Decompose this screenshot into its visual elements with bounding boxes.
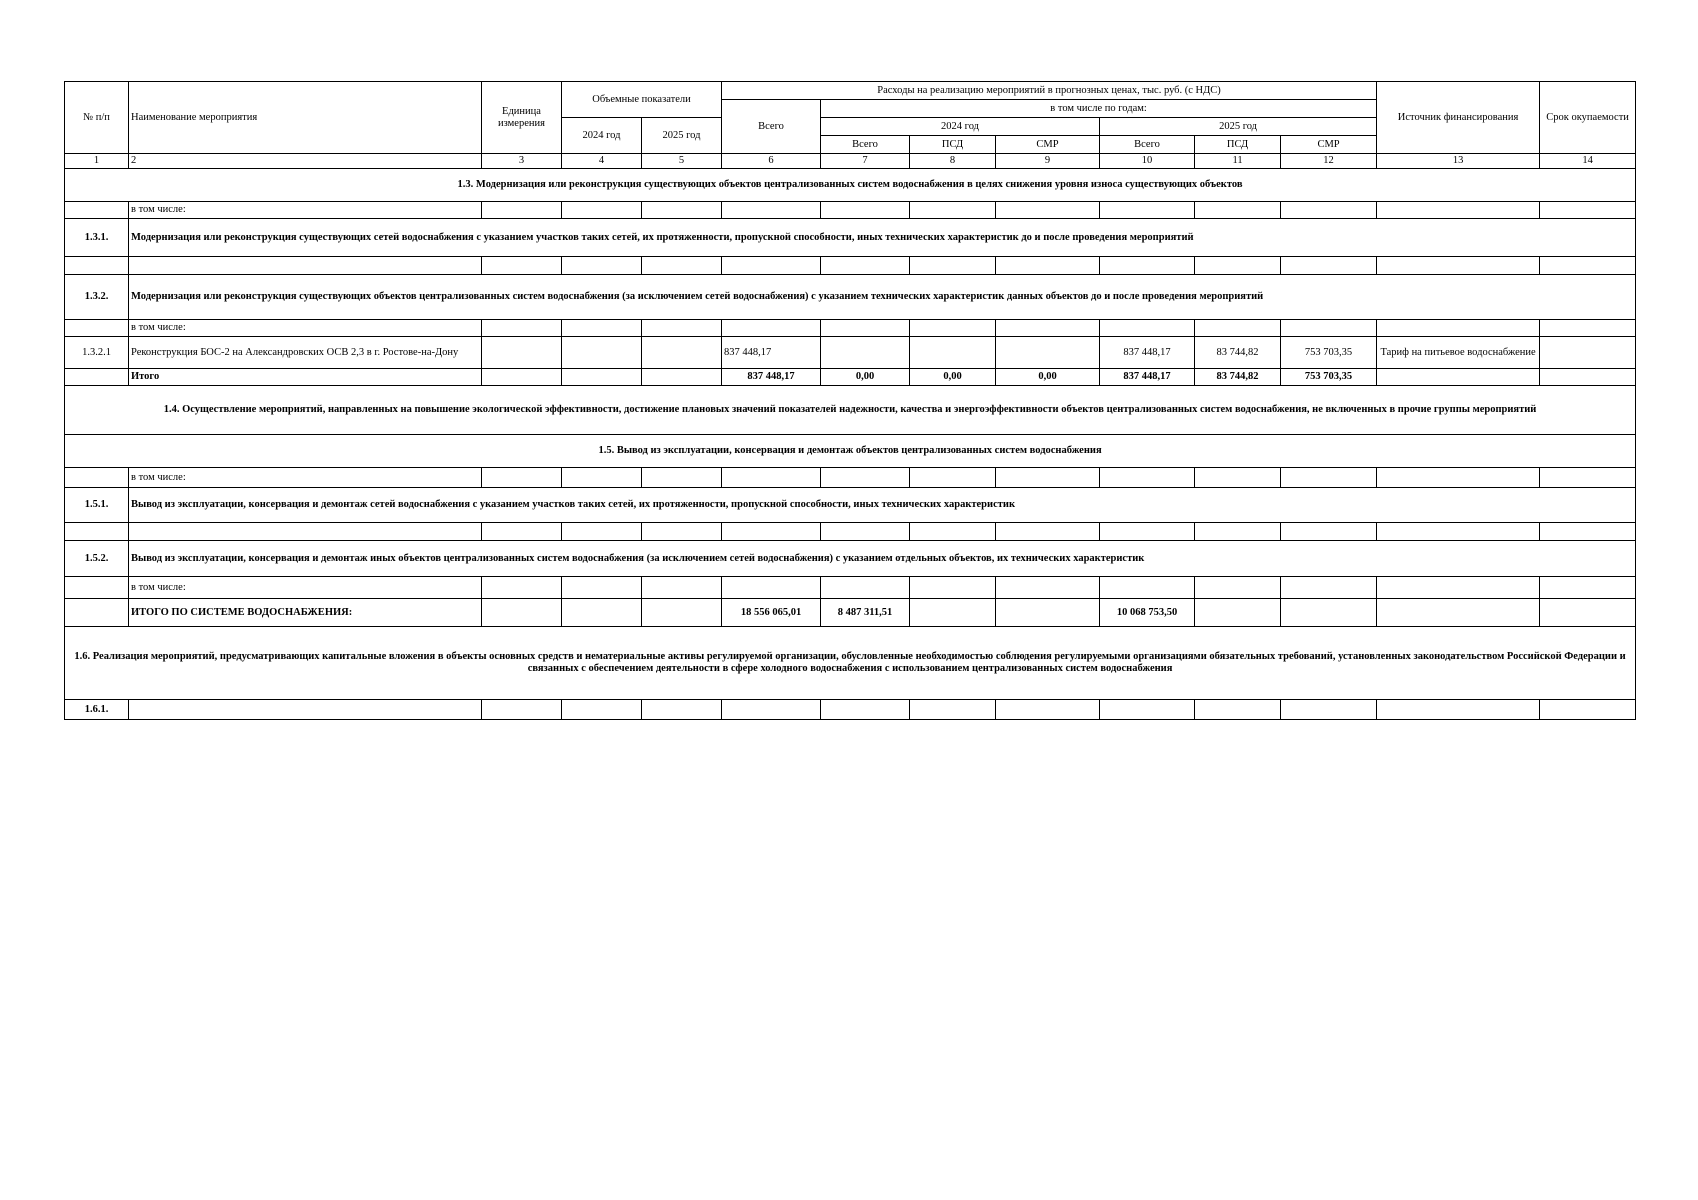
header-2025-psd: ПСД [1195,136,1281,154]
section-title: 1.4. Осуществление мероприятий, направленных на повышение экологической эффективности, достижение плановых значений показателей надежности, качества и энергоэффективности объектов централизованных систем водоснабжения, не включенных в прочие группы мероприятий [65,386,1636,435]
cost-2025-smr: 753 703,35 [1281,337,1377,369]
subsection-title: Вывод из эксплуатации, консервация и демонтаж иных объектов централизованных систем водоснабжения (за исключением сетей водоснабжения) с указанием отдельных объектов, их технических характеристик [129,541,1636,577]
header-2025-smr: СМР [1281,136,1377,154]
including-label: в том числе: [129,320,482,337]
header-2024-smr: СМР [996,136,1100,154]
cost-2024-psd: 0,00 [910,369,996,386]
subsection-title: Модернизация или реконструкция существующих сетей водоснабжения с указанием участков таких сетей, их протяженности, пропускной способности, иных технических характеристик до и после проведения мероприятий [129,219,1636,257]
col-num: 4 [562,154,642,169]
grand-total-cost: 18 556 065,01 [722,599,821,627]
col-num: 3 [482,154,562,169]
header-2025-all: Всего [1100,136,1195,154]
col-num: 6 [722,154,821,169]
header-vol-2025: 2025 год [642,118,722,154]
header-payback: Срок окупаемости [1540,82,1636,154]
total-label: Итого [129,369,482,386]
cost-2025-total: 837 448,17 [1100,369,1195,386]
col-num: 10 [1100,154,1195,169]
investment-program-table [64,81,1636,720]
cost-2024-total: 0,00 [821,369,910,386]
col-num: 13 [1377,154,1540,169]
cost-total: 837 448,17 [722,337,821,369]
col-num: 5 [642,154,722,169]
header-unit: Единица измерения [482,82,562,154]
header-no: № п/п [65,82,129,154]
header-year-2025: 2025 год [1100,118,1377,136]
row-number: 1.3.2. [65,275,129,320]
including-label: в том числе: [129,468,482,488]
cost-2025-smr: 753 703,35 [1281,369,1377,386]
col-num: 14 [1540,154,1636,169]
section-title: 1.6. Реализация мероприятий, предусматривающих капитальные вложения в объекты основных средств и нематериальные активы регулируемой организации, обусловленные необходимостью соблюдения регулируемыми организациями обязательных требований, установленных законодательством Российской Федерации и связанных с обеспечением деятельности в сфере холодного водоснабжения с использованием централизованных систем водоснабжения [65,627,1636,700]
subsection-title: Вывод из эксплуатации, консервация и демонтаж сетей водоснабжения с указанием участков таких сетей, их протяженности, пропускной способности, иных технических характеристик [129,488,1636,523]
cost-total: 837 448,17 [722,369,821,386]
section-title: 1.3. Модернизация или реконструкция существующих объектов централизованных систем водоснабжения в целях снижения уровня износа существующих объектов [65,169,1636,202]
header-name: Наименование мероприятия [129,82,482,154]
col-num: 12 [1281,154,1377,169]
header-source: Источник финансирования [1377,82,1540,154]
including-label: в том числе: [129,577,482,599]
funding-source: Тариф на питьевое водоснабжение [1377,337,1540,369]
subsection-title: Модернизация или реконструкция существующих объектов централизованных систем водоснабжения (за исключением сетей водоснабжения) с указанием технических характеристик данных объектов до и после проведения мероприятий [129,275,1636,320]
header-2024-all: Всего [821,136,910,154]
total-row [65,369,1636,386]
cost-2024-smr: 0,00 [996,369,1100,386]
col-num: 1 [65,154,129,169]
row-number: 1.5.2. [65,541,129,577]
col-num: 2 [129,154,482,169]
grand-total-2024: 8 487 311,51 [821,599,910,627]
header-costs: Расходы на реализацию мероприятий в прогнозных ценах, тыс. руб. (с НДС) [722,82,1377,100]
header-volume: Объемные показатели [562,82,722,118]
project-name: Реконструкция БОС-2 на Александровских ОСВ 2,3 в г. Ростове-на-Дону [129,337,482,369]
row-number: 1.3.2.1 [65,337,129,369]
header-by-years: в том числе по годам: [821,100,1377,118]
grand-total-label: ИТОГО ПО СИСТЕМЕ ВОДОСНАБЖЕНИЯ: [129,599,482,627]
header-2024-psd: ПСД [910,136,996,154]
col-num: 7 [821,154,910,169]
col-num: 11 [1195,154,1281,169]
cost-2025-psd: 83 744,82 [1195,369,1281,386]
row-number: 1.3.1. [65,219,129,257]
cost-2025-psd: 83 744,82 [1195,337,1281,369]
row-number: 1.5.1. [65,488,129,523]
row-number: 1.6.1. [65,700,129,720]
cost-2025-total: 837 448,17 [1100,337,1195,369]
header-vol-2024: 2024 год [562,118,642,154]
table-row [65,337,1636,369]
grand-total-row [65,599,1636,627]
col-num: 8 [910,154,996,169]
including-label: в том числе: [129,202,482,219]
col-num: 9 [996,154,1100,169]
grand-total-2025: 10 068 753,50 [1100,599,1195,627]
section-title: 1.5. Вывод из эксплуатации, консервация и демонтаж объектов централизованных систем водоснабжения [65,435,1636,468]
header-year-2024: 2024 год [821,118,1100,136]
header-total: Всего [722,100,821,154]
